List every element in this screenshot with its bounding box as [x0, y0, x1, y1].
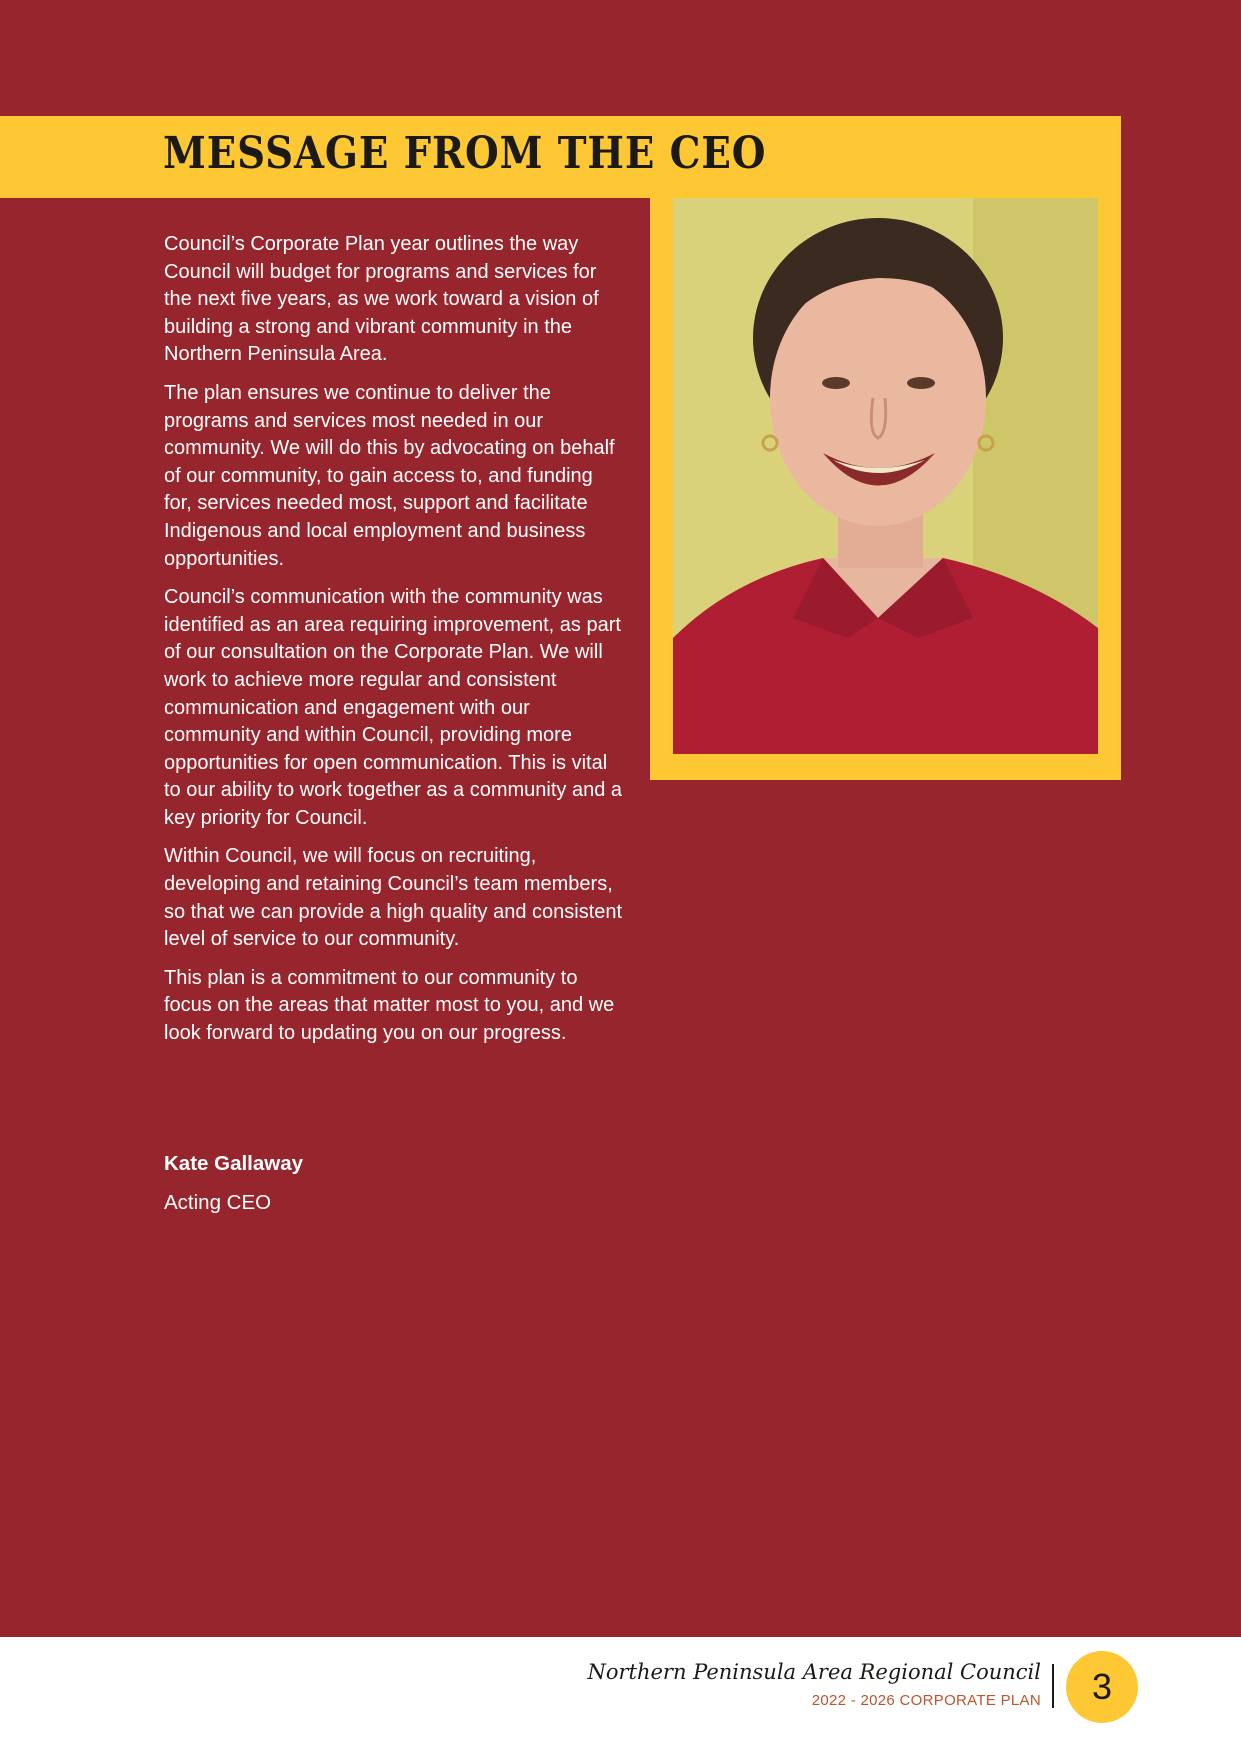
- ceo-photo-frame: [650, 198, 1121, 780]
- footer-plan-title: 2022 - 2026 CORPORATE PLAN: [811, 1692, 1041, 1709]
- message-paragraph: Council’s communication with the community was identified as an area requiring improvement, as part of our consultation on the Corporate Plan. We will work to achieve more regular and consistent communication and engagement with our community and within Council, providing more opportunities for open communication. This is vital to our ability to work together as a community and a key priority for Council.: [164, 586, 623, 829]
- page-number: 3: [1066, 1651, 1138, 1723]
- ceo-message: [164, 231, 624, 1059]
- page-title: MESSAGE FROM THE CEO: [163, 128, 767, 179]
- signatory-name: Kate Gallaway: [164, 1152, 304, 1175]
- message-paragraph: Within Council, we will focus on recruiting, developing and retaining Council’s team members, so that we can provide a high quality and consistent level of service to our community.: [164, 845, 623, 951]
- message-paragraph: Council’s Corporate Plan year outlines the way Council will budget for programs and services for the next five years, as we work toward a vision of building a strong and vibrant community in the Northern Peninsula Area.: [164, 233, 599, 366]
- message-paragraph: This plan is a commitment to our community to focus on the areas that matter most to you, and we look forward to updating you on our progress.: [164, 966, 615, 1045]
- footer-divider: [1052, 1664, 1054, 1708]
- footer-organisation: Northern Peninsula Area Regional Council: [587, 1660, 1041, 1684]
- ceo-photo: [673, 198, 1098, 754]
- signatory-role: Acting CEO: [164, 1191, 272, 1214]
- message-paragraph: The plan ensures we continue to deliver the programs and services most needed in our community. We will do this by advocating on behalf of our community, to gain access to, and funding for, services needed most, support and facilitate Indigenous and local employment and business opportunities.: [164, 381, 615, 570]
